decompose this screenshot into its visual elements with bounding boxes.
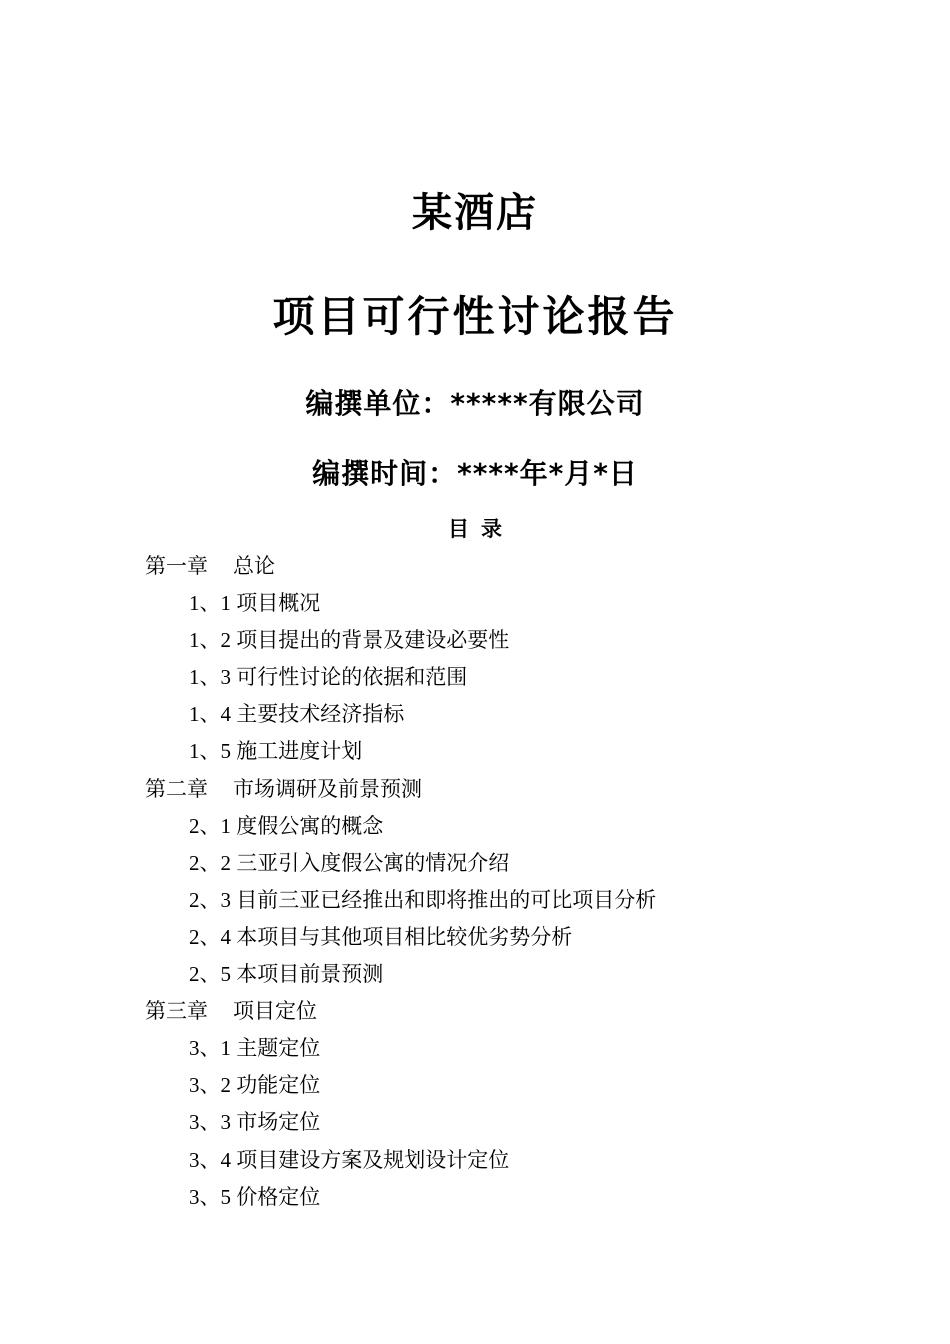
chapter-number: 第一章: [145, 554, 208, 578]
chapter-title: 总论: [233, 554, 275, 578]
chapter-title: 市场调研及前景预测: [233, 776, 422, 801]
toc-section: 3、5 价格定位: [189, 1184, 321, 1209]
chapter-title: 项目定位: [233, 999, 317, 1024]
toc-section: 2、3 目前三亚已经推出和即将推出的可比项目分析: [189, 887, 657, 912]
toc-section: 3、3 市场定位: [189, 1110, 321, 1135]
chapter-number: 第三章: [145, 999, 208, 1024]
compiler-line: 编撰单位：*****有限公司: [305, 387, 645, 420]
toc-chapter-1: [0, 548, 950, 585]
toc-section: 1、3 可行性讨论的依据和范围: [189, 665, 468, 690]
toc-section: 1、4 主要技术经济指标: [189, 702, 405, 727]
toc-section: 3、4 项目建设方案及规划设计定位: [189, 1147, 510, 1172]
toc-section: 1、2 项目提出的背景及建设必要性: [189, 628, 510, 653]
chapter-number: 第二章: [145, 776, 208, 801]
toc-heading: 目录: [448, 516, 514, 541]
report-title: 项目可行性讨论报告: [272, 292, 678, 341]
toc-section: 3、1 主题定位: [189, 1036, 321, 1061]
toc-section: 2、5 本项目前景预测: [189, 962, 384, 987]
toc-section: 2、2 三亚引入度假公寓的情况介绍: [189, 850, 510, 875]
toc-section: 1、1 项目概况: [189, 591, 321, 616]
toc-section: 3、2 功能定位: [189, 1073, 321, 1098]
toc-chapter-3: [0, 993, 950, 1030]
toc-section: 2、1 度假公寓的概念: [189, 813, 384, 838]
toc-section: 1、5 施工进度计划: [189, 739, 363, 764]
hotel-title: 某酒店: [412, 190, 538, 236]
table-of-contents: [0, 548, 950, 1216]
toc-chapter-2: [0, 771, 950, 808]
toc-section: 2、4 本项目与其他项目相比较优劣势分析: [189, 924, 573, 949]
date-line: 编撰时间：****年*月*日: [312, 457, 638, 490]
